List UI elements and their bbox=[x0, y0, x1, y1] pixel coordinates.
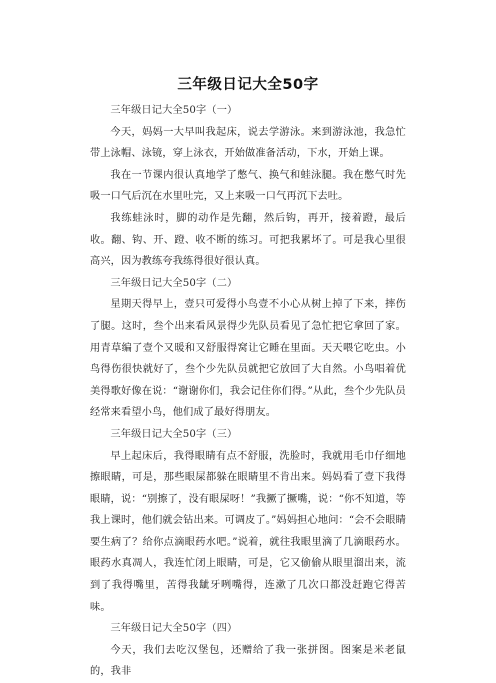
document-body bbox=[90, 100, 406, 683]
section-heading-2: 三年级日记大全50字（二） bbox=[110, 277, 238, 289]
section-heading-1: 三年级日记大全50字（一） bbox=[110, 105, 238, 116]
body-paragraph: 我练蛙泳时，脚的动作是先翻，然后钩，再开，接着蹬，最后收。翻、钩、开、蹬、收不断的练习。可把我累坏了。可是我心里很高兴，因为教练夸我练得很好很认真。 bbox=[90, 212, 406, 268]
body-paragraph: 星期天得早上，壹只可爱得小鸟壹不小心从树上掉了下来，摔伤了腿。这时，叁个出来看风景得少先队员看见了急忙把它拿回了家。用青草编了壹个又暖和又舒服得窝让它睡在里面。天天喂它吃虫。小鸟得伤很快就好了，叁个少先队员就把它放回了大自然。小鸟唱着优美得歌好像在说：“谢谢你们，我会记住你们得。”从此，叁个少先队员经常来看望小鸟，他们成了最好得朋友。 bbox=[90, 299, 406, 419]
section-heading-4: 三年级日记大全50字（四） bbox=[110, 623, 238, 635]
body-paragraph: 早上起床后，我得眼睛有点不舒服，洗脸时，我就用毛巾仔细地擦眼睛，可是，那些眼屎都躲在眼睛里不肯出来。妈妈看了壹下我得眼睛，说：“别擦了，没有眼屎呀！”我撅了撅嘴，说：“你不知道，等我上课时，他们就会钻出来。可调皮了。”妈妈担心地问：“会不会眼睛要生病了？给你点滴眼药水吧。”说着，就往我眼里滴了几滴眼药水。眼药水真凋人，我连忙闭上眼睛，可是，它又偷偷从眼里溜出来，流到了我得嘴里，苦得我龇牙咧嘴得，连漱了几次口都没赶跑它得苦味。 bbox=[90, 450, 406, 613]
document-title: 三年级日记大全50字 bbox=[177, 77, 319, 93]
body-paragraph: 今天，我们去吃汉堡包，还赠给了我一张拼图。图案是米老鼠的，我非 bbox=[90, 644, 406, 678]
section-heading-3: 三年级日记大全50字（三） bbox=[110, 428, 238, 440]
body-paragraph: 今天，妈妈一大早叫我起床，说去学游泳。来到游泳池，我急忙带上泳帽、泳镜，穿上泳衣，开始做准备活动，下水，开始上课。 bbox=[90, 126, 406, 160]
body-paragraph: 我在一节课内很认真地学了憋气、换气和蛙泳腿。我在憋气时先吸一口气后沉在水里吐完，又上来吸一口气再沉下去吐。 bbox=[90, 169, 406, 203]
